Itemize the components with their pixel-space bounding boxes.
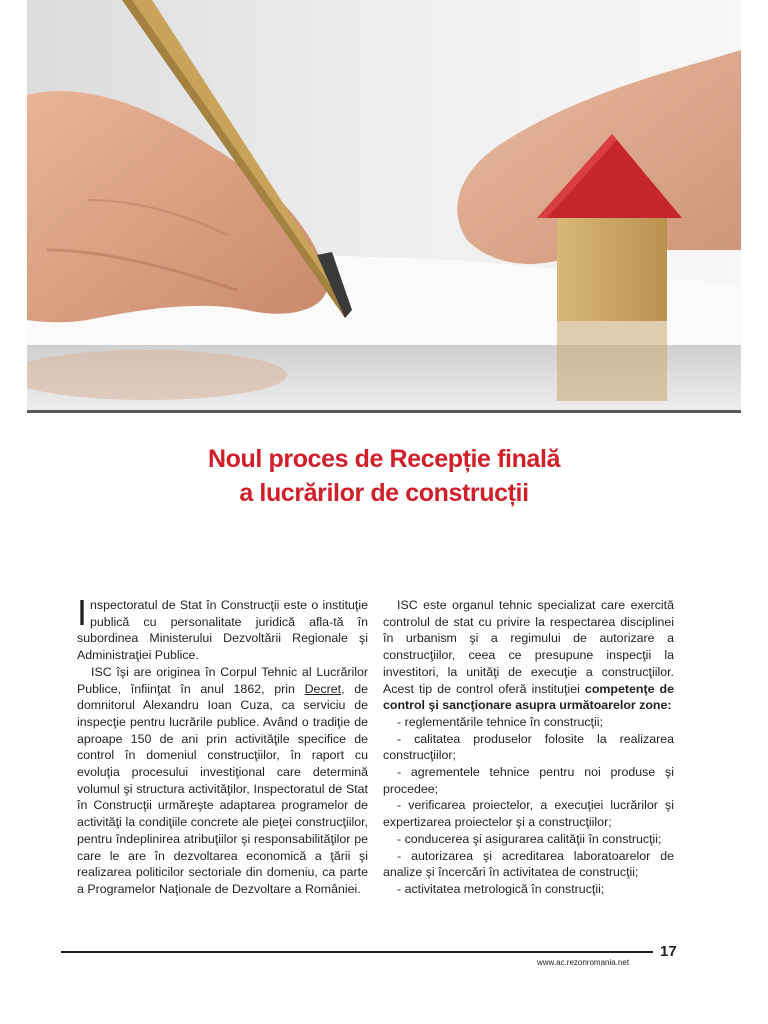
right-column bbox=[383, 597, 674, 898]
title-line-2: a lucrărilor de construcții bbox=[239, 479, 529, 507]
hero-photo bbox=[27, 0, 741, 413]
paragraph-history bbox=[77, 664, 368, 898]
role-bold-text: competenţe de control şi sancţionare asupra următoarelor zone: bbox=[383, 681, 674, 713]
footer-rule bbox=[61, 951, 653, 953]
paragraph-role bbox=[383, 597, 674, 714]
competence-list bbox=[383, 714, 674, 898]
decret-link[interactable]: Decret bbox=[304, 681, 342, 696]
intro-text: nspectoratul de Stat în Construcţii este o instituţie publică cu personalitate juridică afla-tă în subordinea Ministerului Dezvoltării Regionale şi Administraţiei Publice. bbox=[77, 598, 368, 663]
history-text-end: , de domnitorul Alexandru Ioan Cuza, ca serviciu de inspecţie pentru lucrările publice. Având o tradiţie de aproape 150 de ani prin activităţile specifice de control în domeniul construcţiilor, în raport cu evoluţia procesului investiţional care determină volumul şi structura activităţilor, Inspectoratul de Stat în Construcţii urmăreşte adaptarea programelor de activităţi la condiţiile concrete ale pieţei construcţiilor, pentru îndeplinirea atribuţiilor şi responsabilităţilor pe care le are în dezvoltarea economică a ţării şi realizarea politicilor sectoriale din domeniu, ca parte a Programelor Naţionale de Dezvoltare a României. bbox=[77, 681, 368, 896]
list-item: - activitatea metrologică în construcţii; bbox=[397, 881, 605, 896]
photo-bottom-edge bbox=[27, 410, 741, 413]
list-item: - reglementările tehnice în construcţii; bbox=[397, 714, 603, 729]
drop-cap: I bbox=[77, 592, 88, 633]
footer-website[interactable]: www.ac.rezonromania.net bbox=[537, 958, 630, 967]
page-number: 17 bbox=[660, 943, 677, 960]
list-item: - autorizarea şi acreditarea laboratoarelor de analize şi încercări în activitatea de construcţii; bbox=[383, 848, 674, 880]
list-item: - conducerea şi asigurarea calităţii în construcţii; bbox=[397, 831, 662, 846]
list-item: - agrementele tehnice pentru noi produse şi procedee; bbox=[383, 765, 674, 796]
role-text: ISC este organul tehnic specializat care exercită controlul de stat cu privire la respectarea disciplinei în urbanism şi a regimului de autorizare a construcţiilor, ceea ce presupune inspecţii la investitori, la unităţi de execuţie a construcţiilor. Acest tip de control oferă instituţiei bbox=[383, 598, 674, 696]
article-title bbox=[0, 442, 768, 510]
list-item: - verificarea proiectelor, a execuţiei lucrărilor şi expertizarea proiectelor şi a construcţiilor; bbox=[383, 798, 674, 830]
history-text-start: ISC îşi are originea în Corpul Tehnic al Lucrărilor Publice, înfiinţat în anul 1862, prin bbox=[77, 664, 368, 696]
paragraph-intro bbox=[77, 592, 368, 664]
left-column bbox=[77, 592, 368, 898]
house-block bbox=[557, 218, 667, 321]
list-item: - calitatea produselor folosite la realizarea construcţiilor; bbox=[383, 731, 674, 763]
title-line-1: Noul proces de Recepție finală bbox=[208, 445, 560, 473]
